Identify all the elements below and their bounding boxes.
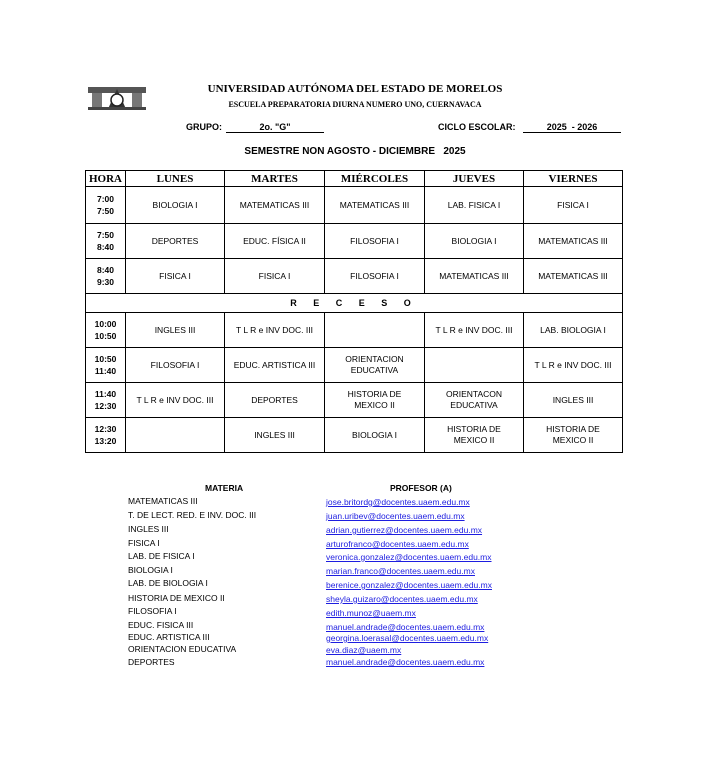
table-row bbox=[86, 383, 623, 418]
teacher-email-link[interactable]: manuel.andrade@docentes.uaem.edu.mx bbox=[326, 622, 485, 632]
subject-item: MATEMATICAS III bbox=[128, 496, 198, 506]
hour-cell: 8:40 9:30 bbox=[86, 259, 126, 294]
group-label: GRUPO: bbox=[186, 122, 222, 132]
class-cell: T L R e INV DOC. III bbox=[425, 313, 524, 348]
hour-cell: 11:40 12:30 bbox=[86, 383, 126, 418]
class-cell bbox=[126, 418, 225, 453]
teacher-email-link[interactable]: marian.franco@docentes.uaem.edu.mx bbox=[326, 566, 475, 576]
school-name: ESCUELA PREPARATORIA DIURNA NUMERO UNO, CUERNAVACA bbox=[228, 100, 482, 109]
class-cell: ORIENTACON EDUCATIVA bbox=[425, 383, 524, 418]
class-cell: MATEMATICAS III bbox=[524, 224, 623, 259]
class-cell: HISTORIA DE MEXICO II bbox=[325, 383, 425, 418]
teacher-email-link[interactable]: jose.britordg@docentes.uaem.edu.mx bbox=[326, 497, 470, 507]
teacher-email-link[interactable]: georgina.loerasal@docentes.uaem.edu.mx bbox=[326, 633, 489, 643]
teacher-email-link[interactable]: manuel.andrade@docentes.uaem.edu.mx bbox=[326, 657, 485, 667]
schedule-table bbox=[85, 170, 623, 453]
teacher-email-link[interactable]: adrian.gutierrez@docentes.uaem.edu.mx bbox=[326, 525, 483, 535]
header-jueves: JUEVES bbox=[425, 171, 524, 187]
class-cell: T L R e INV DOC. III bbox=[524, 348, 623, 383]
class-cell: LAB. FISICA I bbox=[425, 187, 524, 224]
class-cell: MATEMATICAS III bbox=[325, 187, 425, 224]
class-cell: FILOSOFIA I bbox=[325, 259, 425, 294]
class-cell: INGLES III bbox=[126, 313, 225, 348]
header-viernes: VIERNES bbox=[524, 171, 623, 187]
class-cell: FILOSOFIA I bbox=[325, 224, 425, 259]
teacher-email-link[interactable]: sheyla.guizaro@docentes.uaem.edu.mx bbox=[326, 594, 478, 604]
table-row bbox=[86, 313, 623, 348]
subject-item: LAB. DE BIOLOGIA I bbox=[128, 578, 208, 588]
class-cell: T L R e INV DOC. III bbox=[126, 383, 225, 418]
university-logo bbox=[86, 83, 148, 113]
header-miercoles: MIÉRCOLES bbox=[325, 171, 425, 187]
hour-cell: 7:00 7:50 bbox=[86, 187, 126, 224]
subject-item: LAB. DE FISICA I bbox=[128, 551, 195, 561]
subject-item: HISTORIA DE MEXICO II bbox=[128, 593, 225, 603]
teacher-column-header: PROFESOR (A) bbox=[390, 483, 452, 493]
hour-cell: 12:30 13:20 bbox=[86, 418, 126, 453]
subject-item: T. DE LECT. RED. E INV. DOC. III bbox=[128, 510, 257, 520]
class-cell: MATEMATICAS III bbox=[225, 187, 325, 224]
class-cell bbox=[325, 313, 425, 348]
class-cell: ORIENTACION EDUCATIVA bbox=[325, 348, 425, 383]
header-martes: MARTES bbox=[225, 171, 325, 187]
teacher-email-link[interactable]: juan.uribev@docentes.uaem.edu.mx bbox=[326, 511, 465, 521]
class-cell: EDUC. FÍSICA II bbox=[225, 224, 325, 259]
subject-item: FILOSOFIA I bbox=[128, 606, 177, 616]
semester-title: SEMESTRE NON AGOSTO - DICIEMBRE 2025 bbox=[244, 146, 466, 157]
class-cell: BIOLOGIA I bbox=[325, 418, 425, 453]
table-header-row bbox=[86, 171, 623, 187]
subject-item: FISICA I bbox=[128, 538, 160, 548]
class-cell: FISICA I bbox=[524, 187, 623, 224]
class-cell: MATEMATICAS III bbox=[524, 259, 623, 294]
class-cell: DEPORTES bbox=[225, 383, 325, 418]
subject-item: BIOLOGIA I bbox=[128, 565, 173, 575]
class-cell: INGLES III bbox=[225, 418, 325, 453]
class-cell: BIOLOGIA I bbox=[126, 187, 225, 224]
teacher-email-link[interactable]: arturofranco@docentes.uaem.edu.mx bbox=[326, 539, 469, 549]
hour-cell: 10:00 10:50 bbox=[86, 313, 126, 348]
subject-item: DEPORTES bbox=[128, 657, 175, 667]
cycle-value: 2025 - 2026 bbox=[523, 122, 621, 133]
teacher-email-link[interactable]: veronica.gonzalez@docentes.uaem.edu.mx bbox=[326, 552, 492, 562]
table-row bbox=[86, 348, 623, 383]
subject-item: ORIENTACION EDUCATIVA bbox=[128, 644, 237, 654]
class-cell: INGLES III bbox=[524, 383, 623, 418]
class-cell: MATEMATICAS III bbox=[425, 259, 524, 294]
class-cell: FISICA I bbox=[126, 259, 225, 294]
recess-label: R E C E S O bbox=[86, 294, 623, 313]
class-cell: T L R e INV DOC. III bbox=[225, 313, 325, 348]
subject-item: INGLES III bbox=[128, 524, 169, 534]
class-cell: LAB. BIOLOGIA I bbox=[524, 313, 623, 348]
class-cell: FILOSOFIA I bbox=[126, 348, 225, 383]
subject-column-header: MATERIA bbox=[205, 483, 244, 493]
university-name: UNIVERSIDAD AUTÓNOMA DEL ESTADO DE MORELOS bbox=[207, 83, 503, 95]
table-row bbox=[86, 418, 623, 453]
hour-cell: 7:50 8:40 bbox=[86, 224, 126, 259]
class-cell: HISTORIA DE MEXICO II bbox=[425, 418, 524, 453]
teacher-email-link[interactable]: berenice.gonzalez@docentes.uaem.edu.mx bbox=[326, 580, 492, 590]
hour-cell: 10:50 11:40 bbox=[86, 348, 126, 383]
recess-row bbox=[86, 294, 623, 313]
subject-item: EDUC. FISICA III bbox=[128, 620, 194, 630]
cycle-label: CICLO ESCOLAR: bbox=[438, 122, 516, 132]
subject-item: EDUC. ARTISTICA III bbox=[128, 632, 210, 642]
teacher-email-link[interactable]: eva.diaz@uaem.mx bbox=[326, 645, 402, 655]
class-cell: EDUC. ARTISTICA III bbox=[225, 348, 325, 383]
class-cell: DEPORTES bbox=[126, 224, 225, 259]
class-cell: FISICA I bbox=[225, 259, 325, 294]
header-hora: HORA bbox=[86, 171, 126, 187]
table-row bbox=[86, 187, 623, 224]
group-value: 2o. "G" bbox=[226, 122, 324, 133]
table-row bbox=[86, 259, 623, 294]
teacher-email-link[interactable]: edith.munoz@uaem.mx bbox=[326, 608, 416, 618]
class-cell: BIOLOGIA I bbox=[425, 224, 524, 259]
class-cell: HISTORIA DE MEXICO II bbox=[524, 418, 623, 453]
class-cell bbox=[425, 348, 524, 383]
table-row bbox=[86, 224, 623, 259]
header-lunes: LUNES bbox=[126, 171, 225, 187]
